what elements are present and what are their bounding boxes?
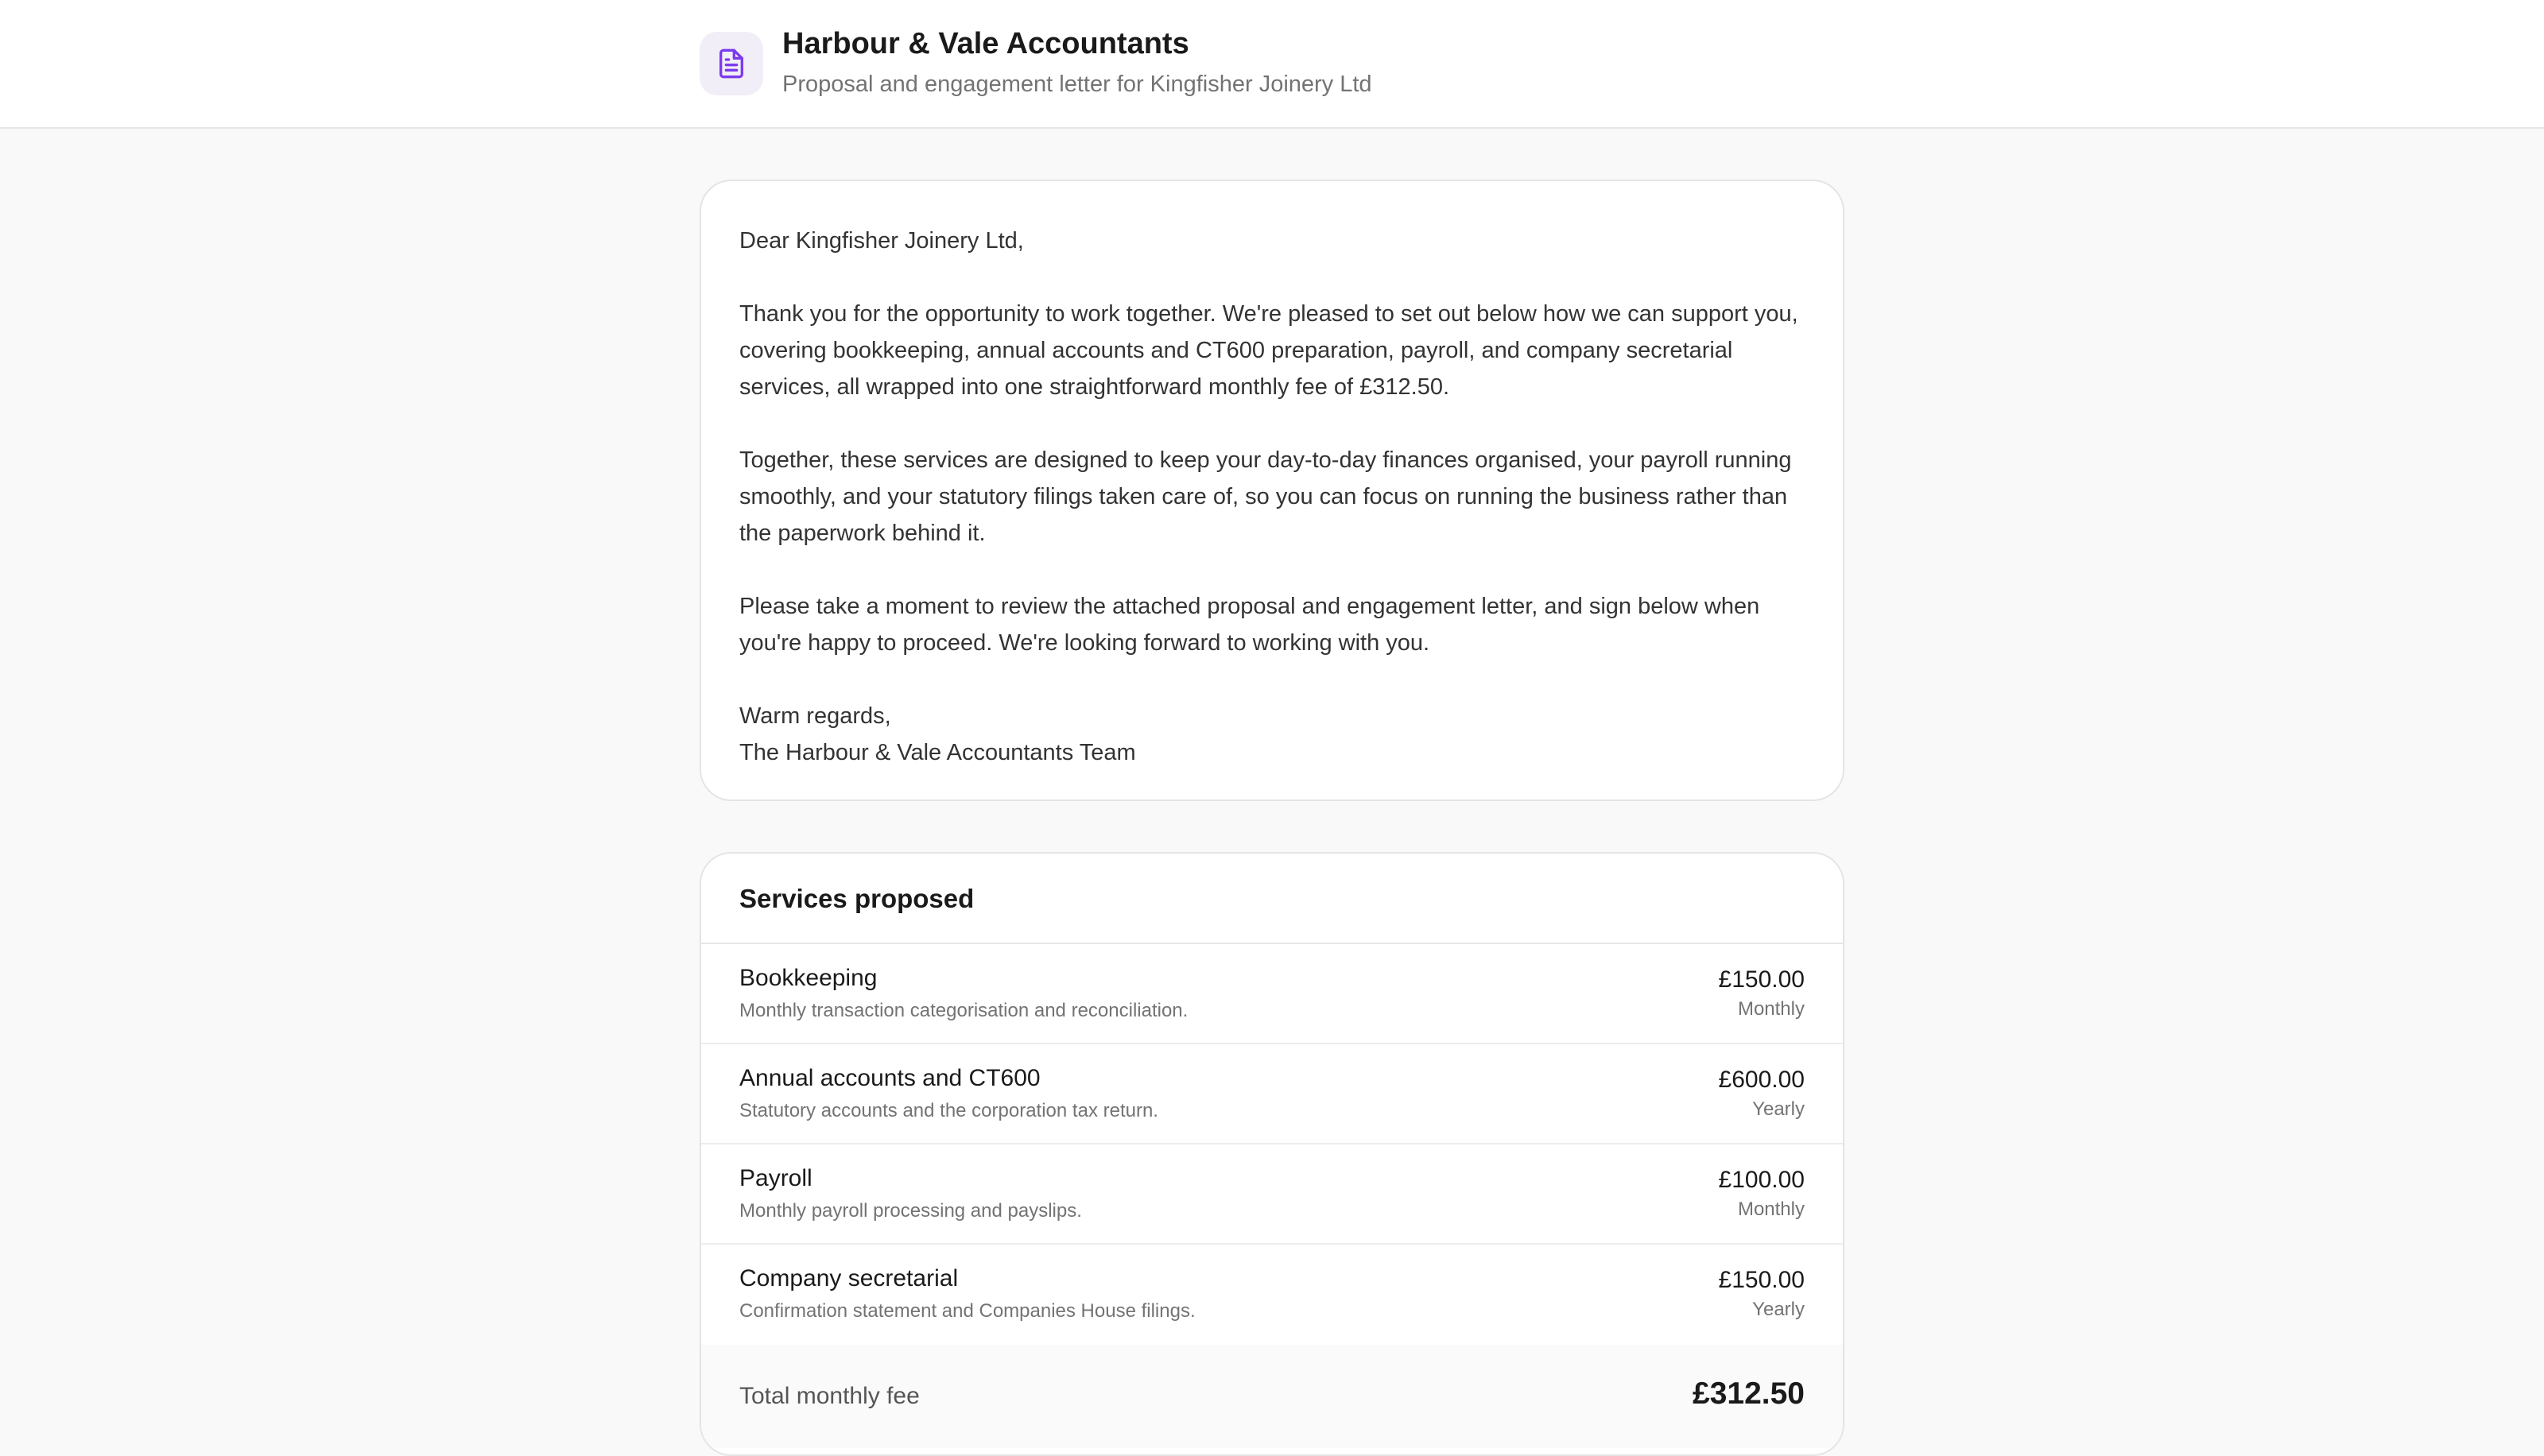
service-name: Annual accounts and CT600 xyxy=(739,1065,1041,1091)
letter-signoff-text: Warm regards, xyxy=(739,703,891,729)
service-row xyxy=(701,944,1843,1044)
service-frequency: Monthly xyxy=(1737,1198,1805,1220)
total-row xyxy=(701,1345,1843,1448)
brand-logo xyxy=(700,32,763,95)
service-description: Monthly transaction categorisation and reconciliation. xyxy=(739,1000,1189,1021)
service-row xyxy=(701,1044,1843,1144)
letter-signature: The Harbour & Vale Accountants Team xyxy=(739,740,1136,765)
services-card xyxy=(700,852,1844,1456)
service-name: Payroll xyxy=(739,1165,812,1191)
service-price: £600.00 xyxy=(1718,1067,1805,1093)
service-frequency: Yearly xyxy=(1752,1299,1805,1320)
letter-signoff xyxy=(739,698,1805,771)
total-label: Total monthly fee xyxy=(739,1383,920,1409)
service-name: Company secretarial xyxy=(739,1265,959,1291)
cover-letter-card xyxy=(700,180,1844,801)
total-value: £312.50 xyxy=(1693,1377,1805,1411)
service-frequency: Yearly xyxy=(1752,1098,1805,1120)
service-price: £100.00 xyxy=(1718,1167,1805,1193)
service-description: Confirmation statement and Companies House filings. xyxy=(739,1300,1196,1322)
document-icon xyxy=(716,48,747,79)
service-description: Statutory accounts and the corporation tax return. xyxy=(739,1100,1158,1121)
service-price: £150.00 xyxy=(1718,966,1805,993)
service-row xyxy=(701,1245,1843,1345)
service-row xyxy=(701,1144,1843,1245)
service-frequency: Monthly xyxy=(1737,998,1805,1020)
letter-greeting: Dear Kingfisher Joinery Ltd, xyxy=(739,228,1024,254)
page-subtitle: Proposal and engagement letter for Kingfisher Joinery Ltd xyxy=(782,72,1372,97)
service-description: Monthly payroll processing and payslips. xyxy=(739,1200,1082,1222)
letter-paragraph: Thank you for the opportunity to work together. We're pleased to set out below how we can support you, covering bookkeeping, annual accounts and CT600 preparation, payroll, and company secretarial services, all wrapped into one straightforward monthly fee of £312.50. xyxy=(739,301,1798,400)
app-header xyxy=(0,0,2544,129)
service-price: £150.00 xyxy=(1718,1267,1805,1293)
service-name: Bookkeeping xyxy=(739,965,878,991)
letter-paragraph: Please take a moment to review the attached proposal and engagement letter, and sign below when you're happy to proceed. We're looking forward to working with you. xyxy=(739,594,1760,656)
brand-name: Harbour & Vale Accountants xyxy=(782,27,1189,60)
letter-paragraph: Together, these services are designed to keep your day-to-day finances organised, your payroll running smoothly, and your statutory filings taken care of, so you can focus on running the business rather than the paperwork behind it. xyxy=(739,447,1792,546)
services-title: Services proposed xyxy=(701,854,1843,944)
